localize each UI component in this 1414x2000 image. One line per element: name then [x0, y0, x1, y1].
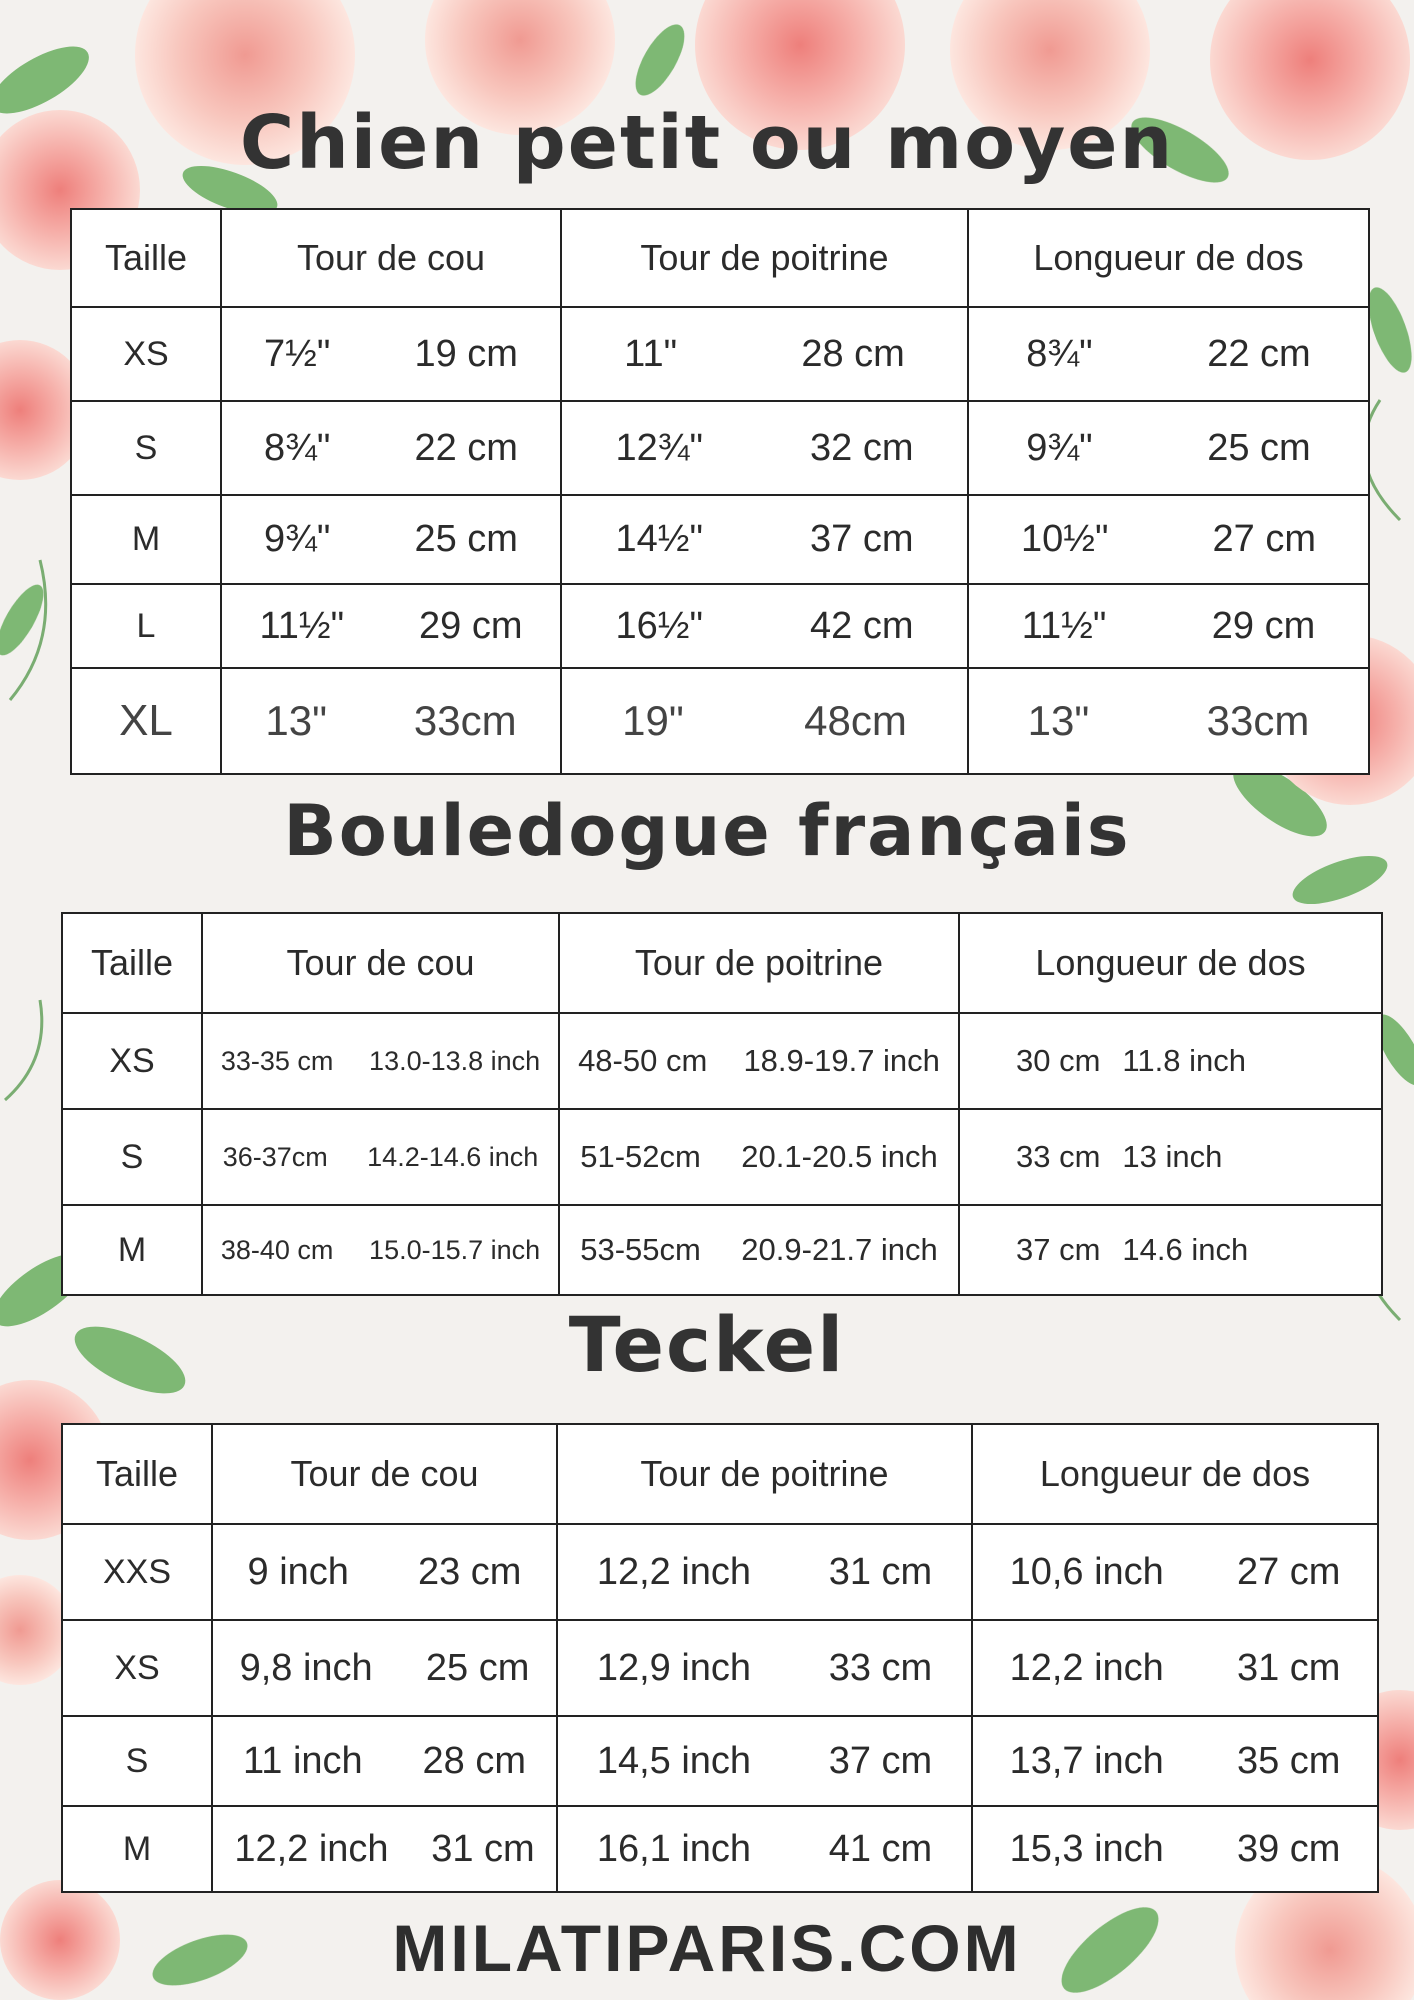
neck-inch: 12,2 inch	[234, 1827, 389, 1870]
back-inch: 12,2 inch	[1009, 1646, 1164, 1689]
size-label: S	[62, 1716, 212, 1806]
chest-inch: 14,5 inch	[596, 1739, 752, 1782]
header-tour-de-cou: Tour de cou	[212, 1424, 557, 1524]
size-table-bouledogue	[61, 912, 1383, 1296]
neck-cm: 28 cm	[422, 1739, 527, 1782]
size-label: S	[62, 1109, 202, 1205]
chest-cm: 41 cm	[828, 1827, 933, 1870]
back-cm: 25 cm	[1207, 426, 1311, 469]
chest-cm: 42 cm	[810, 604, 914, 647]
table-row	[71, 584, 1369, 668]
neck-cm: 25 cm	[414, 518, 518, 560]
table-row	[71, 307, 1369, 401]
neck-cm: 22 cm	[414, 426, 518, 469]
table-row	[71, 495, 1369, 584]
size-label: M	[62, 1806, 212, 1892]
table-row	[71, 401, 1369, 495]
size-label: XS	[62, 1013, 202, 1109]
chest-cm: 32 cm	[810, 426, 914, 469]
back-cm: 39 cm	[1236, 1827, 1341, 1870]
size-label: XL	[71, 668, 221, 774]
back-inch: 15,3 inch	[1009, 1827, 1164, 1870]
back-inch: 11.8 inch	[1122, 1043, 1246, 1078]
neck-cm: 36-37cm	[222, 1141, 328, 1172]
size-table-chien	[70, 208, 1370, 775]
chest-cm: 31 cm	[828, 1550, 933, 1593]
size-label: L	[71, 584, 221, 668]
neck-cm: 38-40 cm	[220, 1234, 334, 1265]
neck-cm: 33-35 cm	[220, 1045, 334, 1076]
chest-cm: 28 cm	[801, 332, 905, 375]
neck-cm: 23 cm	[417, 1550, 522, 1593]
chest-inch: 11"	[624, 332, 678, 375]
back-cm: 30 cm	[1016, 1043, 1101, 1078]
chest-inch: 12,9 inch	[596, 1646, 752, 1689]
chest-inch: 20.9-21.7 inch	[741, 1232, 938, 1267]
back-inch: 14.6 inch	[1122, 1232, 1249, 1267]
header-longueur-de-dos: Longueur de dos	[968, 209, 1369, 307]
back-cm: 27 cm	[1212, 518, 1316, 560]
chest-cm: 51-52cm	[580, 1139, 701, 1174]
back-cm: 31 cm	[1236, 1646, 1341, 1689]
chest-inch: 18.9-19.7 inch	[743, 1043, 940, 1078]
neck-inch: 11½"	[259, 604, 345, 647]
size-label: XS	[62, 1620, 212, 1716]
header-tour-de-poitrine: Tour de poitrine	[559, 913, 959, 1013]
chest-inch: 20.1-20.5 inch	[741, 1139, 938, 1174]
back-inch: 13"	[1027, 697, 1090, 744]
size-label: M	[62, 1205, 202, 1295]
header-taille: Taille	[71, 209, 221, 307]
back-cm: 33 cm	[1016, 1139, 1101, 1174]
neck-cm: 25 cm	[425, 1646, 530, 1689]
neck-inch: 8¾"	[264, 426, 331, 469]
chest-inch: 12¾"	[615, 426, 703, 469]
neck-inch: 9,8 inch	[239, 1646, 373, 1689]
neck-inch: 15.0-15.7 inch	[369, 1234, 541, 1265]
chest-inch: 14½"	[615, 518, 703, 560]
chest-cm: 37 cm	[810, 518, 914, 560]
chest-cm: 53-55cm	[580, 1232, 701, 1267]
back-cm: 35 cm	[1236, 1739, 1341, 1782]
back-cm: 37 cm	[1016, 1232, 1101, 1267]
website-footer: MILATIPARIS.COM	[392, 1911, 1022, 1985]
neck-cm: 31 cm	[431, 1827, 535, 1870]
neck-cm: 33cm	[413, 697, 517, 744]
size-label: S	[71, 401, 221, 495]
header-taille: Taille	[62, 913, 202, 1013]
table-row	[62, 1205, 1382, 1295]
table-row	[71, 668, 1369, 774]
table-row	[62, 1806, 1378, 1892]
chest-cm: 48cm	[804, 697, 907, 744]
back-inch: 10½"	[1021, 518, 1109, 560]
chest-cm: 37 cm	[828, 1739, 933, 1782]
header-tour-de-cou: Tour de cou	[221, 209, 561, 307]
size-label: XXS	[62, 1524, 212, 1620]
size-label: XS	[71, 307, 221, 401]
header-tour-de-cou: Tour de cou	[202, 913, 559, 1013]
neck-inch: 9¾"	[264, 518, 331, 560]
table-row	[62, 1716, 1378, 1806]
back-inch: 11½"	[1021, 604, 1107, 647]
back-inch: 13 inch	[1122, 1139, 1223, 1174]
neck-inch: 7½"	[264, 332, 331, 375]
header-longueur-de-dos: Longueur de dos	[959, 913, 1382, 1013]
back-inch: 13,7 inch	[1009, 1739, 1164, 1782]
chest-inch: 16,1 inch	[596, 1827, 752, 1870]
size-table-teckel	[61, 1423, 1379, 1893]
size-label: M	[71, 495, 221, 584]
neck-inch: 11 inch	[242, 1739, 363, 1782]
back-inch: 9¾"	[1026, 426, 1093, 469]
neck-inch: 13"	[265, 697, 328, 744]
chest-inch: 19"	[622, 697, 684, 744]
chest-cm: 48-50 cm	[578, 1043, 708, 1078]
chest-inch: 16½"	[615, 604, 703, 647]
title-bouledogue-francais: Bouledogue français	[283, 790, 1131, 872]
back-cm: 22 cm	[1207, 332, 1311, 375]
table-row	[62, 1620, 1378, 1716]
neck-cm: 29 cm	[419, 604, 523, 647]
neck-inch: 14.2-14.6 inch	[367, 1141, 539, 1172]
header-tour-de-poitrine: Tour de poitrine	[561, 209, 968, 307]
title-teckel: Teckel	[568, 1300, 846, 1389]
table-row	[62, 1524, 1378, 1620]
neck-inch: 13.0-13.8 inch	[369, 1045, 541, 1076]
chest-inch: 12,2 inch	[596, 1550, 752, 1593]
chest-cm: 33 cm	[828, 1646, 933, 1689]
header-tour-de-poitrine: Tour de poitrine	[557, 1424, 972, 1524]
neck-inch: 9 inch	[247, 1550, 349, 1593]
back-cm: 27 cm	[1236, 1550, 1341, 1593]
header-taille: Taille	[62, 1424, 212, 1524]
table-row	[62, 1013, 1382, 1109]
back-cm: 33cm	[1206, 697, 1310, 744]
table-row	[62, 1109, 1382, 1205]
title-chien-petit-ou-moyen: Chien petit ou moyen	[239, 100, 1175, 186]
neck-cm: 19 cm	[414, 332, 518, 375]
back-cm: 29 cm	[1211, 604, 1316, 647]
header-longueur-de-dos: Longueur de dos	[972, 1424, 1378, 1524]
back-inch: 8¾"	[1026, 332, 1093, 375]
back-inch: 10,6 inch	[1009, 1550, 1164, 1593]
